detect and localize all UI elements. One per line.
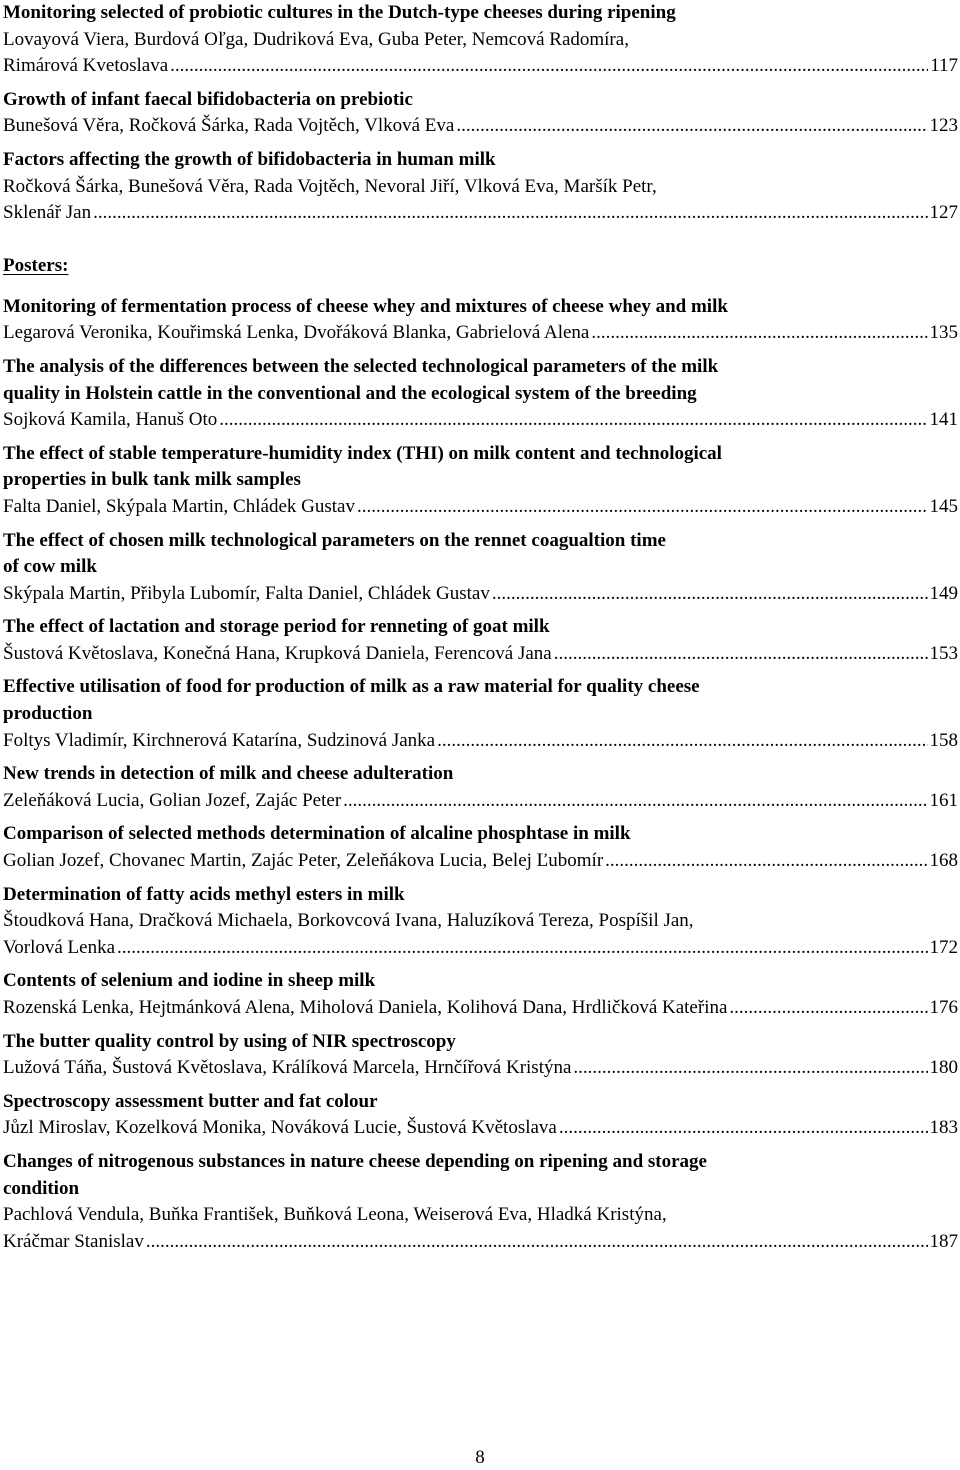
entry-page-number: 123 <box>929 115 958 137</box>
entry-title: Comparison of selected methods determination of alcaline phosphtase in milk <box>3 823 631 845</box>
entry-authors: Jůzl Miroslav, Kozelková Monika, Nováková Lucie, Šustová Květoslava <box>3 1117 557 1139</box>
entry-page-number: 183 <box>929 1117 958 1139</box>
toc-entry <box>3 528 958 608</box>
dot-leader <box>170 53 928 80</box>
entry-authors-with-page <box>3 848 958 875</box>
entry-title: The effect of chosen milk technological parameters on the rennet coagualtion time of cow milk <box>3 529 666 578</box>
section-heading: Posters: <box>3 254 69 276</box>
entry-page-number: 176 <box>929 997 958 1018</box>
entry-title: The effect of lactation and storage period for renneting of goat milk <box>3 616 550 638</box>
dot-leader <box>492 581 928 608</box>
entry-authors-with-page <box>3 995 958 1022</box>
dot-leader <box>456 113 927 140</box>
toc-entry <box>3 87 958 140</box>
entry-spacer <box>3 875 958 882</box>
entry-page-number: 127 <box>929 202 958 224</box>
dot-leader <box>93 200 927 227</box>
entry-title: Spectroscopy assessment butter and fat colour <box>3 1090 378 1112</box>
entry-authors-with-page <box>3 494 958 521</box>
entry-title: Contents of selenium and iodine in sheep milk <box>3 970 376 992</box>
toc-entry <box>3 1089 958 1142</box>
entry-spacer <box>3 347 958 354</box>
entry-page-number: 158 <box>929 729 958 751</box>
toc-entry <box>3 441 958 521</box>
entry-title: Monitoring of fermentation process of cheese whey and mixtures of cheese whey and milk <box>3 295 728 317</box>
entry-title: New trends in detection of milk and cheese adulteration <box>3 763 454 785</box>
dot-leader <box>591 320 927 347</box>
toc-entry <box>3 1149 958 1255</box>
dot-leader <box>437 728 927 755</box>
dot-leader <box>559 1115 928 1142</box>
entry-authors-with-page <box>3 200 958 227</box>
entry-title: Growth of infant faecal bifidobacteria on prebiotic <box>3 88 413 110</box>
entry-page-number: 149 <box>929 582 958 604</box>
entry-authors: Rimárová Kvetoslava <box>3 55 169 77</box>
entry-authors-with-page <box>3 53 958 80</box>
toc-entry <box>3 674 958 754</box>
entry-authors-with-page <box>3 1055 958 1082</box>
entry-title: The effect of stable temperature-humidity index (THI) on milk content and technological properties in bulk tank milk samples <box>3 442 722 491</box>
entry-page-number: 172 <box>929 936 958 958</box>
toc-entry <box>3 354 958 434</box>
entry-authors: Pachlová Vendula, Buňka František, Buňková Leona, Weiserová Eva, Hladká Kristýna, <box>3 1204 667 1226</box>
entry-authors-with-page <box>3 320 958 347</box>
dot-leader <box>357 494 928 521</box>
entry-page-number: 161 <box>929 789 958 811</box>
entry-authors-with-page <box>3 1229 958 1256</box>
table-of-contents <box>3 0 958 1255</box>
entry-title: Changes of nitrogenous substances in nature cheese depending on ripening and storage condition <box>3 1150 707 1199</box>
entry-spacer <box>3 667 958 674</box>
entry-title: Factors affecting the growth of bifidobacteria in human milk <box>3 148 496 170</box>
entry-spacer <box>3 80 958 87</box>
toc-entry <box>3 0 958 80</box>
dot-leader <box>117 935 927 962</box>
dot-leader <box>219 407 927 434</box>
entry-authors: Legarová Veronika, Kouřimská Lenka, Dvořáková Blanka, Gabrielová Alena <box>3 322 590 344</box>
entry-spacer <box>3 607 958 614</box>
page-number: 8 <box>475 1447 485 1468</box>
entry-spacer <box>3 434 958 441</box>
entry-authors-with-page <box>3 113 958 140</box>
dot-leader <box>343 788 927 815</box>
entry-title: The analysis of the differences between the selected technological parameters of the milk quality in Holstein cattle in the conventional and the ecological system of the breeding <box>3 355 719 404</box>
entry-spacer <box>3 814 958 821</box>
entry-page-number: 153 <box>929 642 958 664</box>
entry-page-number: 117 <box>930 55 958 77</box>
entry-page-number: 168 <box>929 850 958 872</box>
entry-page-number: 180 <box>929 1057 958 1079</box>
entry-page-number: 145 <box>929 495 958 517</box>
entry-authors-with-page <box>3 1115 958 1142</box>
section-spacer <box>3 227 958 253</box>
entry-authors: Lužová Táňa, Šustová Květoslava, Králíková Marcela, Hrnčířová Kristýna <box>3 1057 572 1079</box>
entry-spacer <box>3 140 958 147</box>
heading-spacer <box>3 279 958 294</box>
entry-title: Effective utilisation of food for production of milk as a raw material for quality cheese production <box>3 676 700 725</box>
dot-leader <box>729 995 927 1022</box>
entry-authors-with-page <box>3 581 958 608</box>
entry-authors: Bunešová Věra, Ročková Šárka, Rada Vojtěch, Vlková Eva <box>3 115 455 137</box>
entry-authors: Štoudková Hana, Dračková Michaela, Borkovcová Ivana, Haluzíková Tereza, Pospíšil Jan, <box>3 910 694 932</box>
entry-authors: Ročková Šárka, Bunešová Věra, Rada Vojtěch, Nevoral Jiří, Vlková Eva, Maršík Petr, <box>3 175 657 197</box>
toc-entry <box>3 1029 958 1082</box>
entry-authors: Foltys Vladimír, Kirchnerová Katarína, Sudzinová Janka <box>3 729 436 751</box>
toc-entry <box>3 294 958 347</box>
entry-authors: Sklenář Jan <box>3 202 92 224</box>
entry-authors: Falta Daniel, Skýpala Martin, Chládek Gustav <box>3 495 355 517</box>
entry-title: Monitoring selected of probiotic cultures in the Dutch-type cheeses during ripening <box>3 2 676 23</box>
entry-authors: Golian Jozef, Chovanec Martin, Zajác Peter, Zeleňákova Lucia, Belej Ľubomír <box>3 850 604 872</box>
dot-leader <box>573 1055 927 1082</box>
entry-page-number: 141 <box>929 409 958 431</box>
entry-authors-with-page <box>3 728 958 755</box>
toc-entry <box>3 882 958 962</box>
entry-spacer <box>3 1022 958 1029</box>
entry-authors-with-page <box>3 407 958 434</box>
entry-authors: Lovayová Viera, Burdová Oľga, Dudriková Eva, Guba Peter, Nemcová Radomíra, <box>3 28 629 50</box>
entry-spacer <box>3 521 958 528</box>
entry-title: The butter quality control by using of NIR spectroscopy <box>3 1030 456 1052</box>
entry-spacer <box>3 1142 958 1149</box>
dot-leader <box>146 1229 928 1256</box>
entry-spacer <box>3 754 958 761</box>
dot-leader <box>605 848 927 875</box>
entry-page-number: 187 <box>929 1230 958 1252</box>
toc-entry <box>3 821 958 874</box>
entry-authors-with-page <box>3 788 958 815</box>
entry-authors-with-page <box>3 641 958 668</box>
dot-leader <box>554 641 928 668</box>
entry-authors: Vorlová Lenka <box>3 936 116 958</box>
entry-title: Determination of fatty acids methyl esters in milk <box>3 883 405 905</box>
entry-authors: Skýpala Martin, Přibyla Lubomír, Falta Daniel, Chládek Gustav <box>3 582 490 604</box>
entry-authors: Kráčmar Stanislav <box>3 1230 144 1252</box>
entry-spacer <box>3 961 958 968</box>
entry-authors: Rozenská Lenka, Hejtmánková Alena, Miholová Daniela, Kolihová Dana, Hrdličková Kateřina <box>3 997 728 1018</box>
entry-authors: Zeleňáková Lucia, Golian Jozef, Zajác Peter <box>3 789 342 811</box>
toc-entry <box>3 968 958 1021</box>
entry-authors-with-page <box>3 935 958 962</box>
entry-spacer <box>3 1082 958 1089</box>
toc-entry <box>3 147 958 227</box>
entry-authors: Sojková Kamila, Hanuš Oto <box>3 409 218 431</box>
entry-page-number: 135 <box>929 322 958 344</box>
toc-entry <box>3 761 958 814</box>
toc-entry <box>3 614 958 667</box>
entry-authors: Šustová Květoslava, Konečná Hana, Krupková Daniela, Ferencová Jana <box>3 642 552 664</box>
